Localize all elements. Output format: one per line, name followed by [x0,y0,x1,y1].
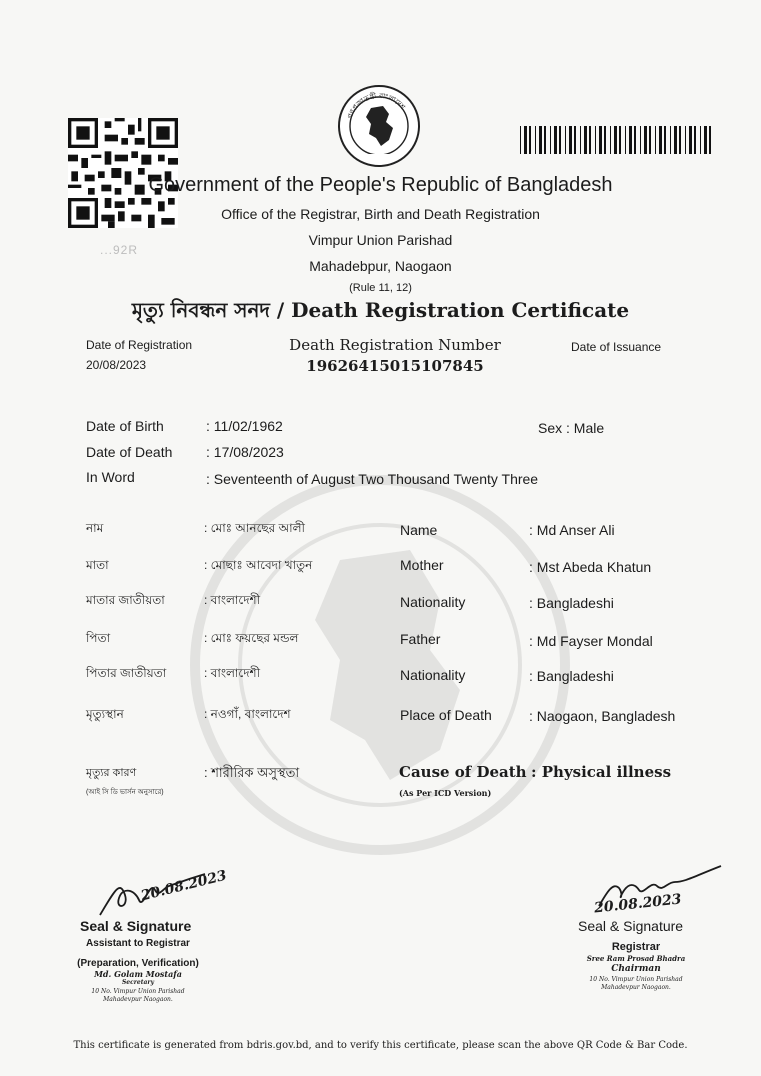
svg-text:গণপ্রজাতন্ত্রী বাংলাদেশ: গণপ্রজাতন্ত্রী বাংলাদেশ [346,91,407,120]
mother-nationality-label: Nationality [400,594,466,610]
cause-value: : Physical illness [531,763,672,781]
registration-date-label: Date of Registration [86,338,193,352]
left-signature-date: 20.08.2023 [139,867,229,905]
place-of-death-bn-label: মৃত্যুস্থান [86,707,124,721]
sex-value: Sex : Male [538,420,605,436]
barcode-bar [584,126,587,154]
barcode-bar [625,126,626,154]
cause-bn-value: : শারীরিক অসুস্থতা [204,765,300,780]
birth-date-label: Date of Birth [86,418,164,434]
barcode-bar [610,126,611,154]
barcode-bar [569,126,572,154]
right-signature-role: Registrar [611,941,661,953]
left-signature-title: Seal & Signature [80,918,192,934]
mother-nationality-value: : Bangladeshi [529,595,614,611]
barcode-bar [619,126,621,154]
barcode-bar [565,126,566,154]
cause-bn-label: মৃত্যুর কারণ [86,767,137,779]
right-seal-name: Sree Ram Prosad Bhadra [586,954,686,963]
cause-bn-sub: (আই সি ডি ভার্সন অনুসারে) [86,789,164,796]
barcode-bar [550,126,551,154]
barcode-bar [589,126,591,154]
mother-bn-value: : মোছাঃ আবেদা খাতুন [204,558,313,572]
government-emblem-logo [337,84,421,168]
name-bn-value: : মোঃ আনছের আলী [204,521,305,535]
father-nationality-bn-value: : বাংলাদেশী [204,666,261,680]
barcode-bar [709,126,711,154]
barcode-bar [554,126,557,154]
place-of-death-value: : Naogaon, Bangladesh [529,708,676,724]
father-value: : Md Fayser Mondal [529,633,653,649]
father-bn-label: পিতা [86,631,111,645]
barcode [520,126,715,154]
barcode-bar [700,126,701,154]
right-signature-title: Seal & Signature [578,918,684,934]
name-label: Name [400,522,438,538]
father-nationality-bn-label: পিতার জাতীয়তা [86,666,167,680]
barcode-bar [559,126,561,154]
right-seal-union: 10 No. Vimpur Union Parishad [589,976,683,983]
barcode-bar [655,126,656,154]
mother-label: Mother [400,557,444,573]
left-signature-role: Assistant to Registrar [86,938,190,949]
barcode-bar [659,126,662,154]
certificate-title: মৃত্যু নিবন্ধন সনদ / Death Registration Certificate [131,298,630,322]
left-signature-sub: (Preparation, Verification) [77,958,199,969]
barcode-bar [694,126,696,154]
mother-nationality-bn-value: : বাংলাদেশী [204,593,261,607]
place-of-death-label: Place of Death [400,707,492,723]
name-value: : Md Anser Ali [529,522,615,538]
registration-number-value: 19626415015107845 [306,357,484,375]
barcode-bar [634,126,636,154]
left-seal-name: Md. Golam Mostafa [94,969,182,979]
right-seal-role: Chairman [611,964,661,974]
issuance-date-label: Date of Issuance [571,340,662,354]
barcode-bar [599,126,602,154]
father-label: Father [400,631,441,647]
mother-value: : Mst Abeda Khatun [529,559,652,575]
barcode-bar [595,126,596,154]
death-date-value: : 17/08/2023 [206,444,284,460]
barcode-bar [614,126,617,154]
barcode-bar [629,126,632,154]
death-date-label: Date of Death [86,444,173,460]
union-name: Vimpur Union Parishad [308,232,453,248]
barcode-bar [574,126,576,154]
barcode-bar [524,126,527,154]
left-seal-area: Mahadevpur Naogaon. [103,996,173,1003]
barcode-bar [580,126,581,154]
in-word-label: In Word [86,469,135,485]
barcode-bar [664,126,666,154]
barcode-bar [529,126,531,154]
office-title: Office of the Registrar, Birth and Death Registration [221,206,540,222]
rule-reference: (Rule 11, 12) [349,282,412,294]
registration-number-label: Death Registration Number [289,336,501,354]
birth-date-value: : 11/02/1962 [206,418,283,434]
right-signature-date: 20.08.2023 [593,891,683,917]
barcode-bar [640,126,641,154]
area-name: Mahadebpur, Naogaon [309,258,452,274]
barcode-bar [685,126,686,154]
father-nationality-label: Nationality [400,667,466,683]
left-seal-role: Secretary [121,979,155,986]
barcode-bar [535,126,536,154]
father-nationality-value: : Bangladeshi [529,668,614,684]
verification-footer: This certificate is generated from bdris.gov.bd, and to verify this certificate, please scan the above QR Code & Bar Code. [73,1040,688,1051]
father-bn-value: : মোঃ ফয়ছের মন্ডল [204,631,299,645]
right-seal-area: Mahadevpur Naogaon. [601,984,671,991]
barcode-bar [520,126,521,154]
qr-code-caption: ...92R [100,243,139,257]
in-word-value: : Seventeenth of August Two Thousand Twenty Three [206,471,539,487]
barcode-bar [670,126,671,154]
barcode-bar [679,126,681,154]
barcode-bar [544,126,546,154]
barcode-bar [644,126,647,154]
left-seal-union: 10 No. Vimpur Union Parishad [91,988,185,995]
registration-date-value: 20/08/2023 [86,358,147,372]
barcode-bar [674,126,677,154]
barcode-bar [539,126,542,154]
mother-nationality-bn-label: মাতার জাতীয়তা [86,593,165,607]
barcode-bar [704,126,707,154]
barcode-bar [689,126,692,154]
government-title: Government of the People's Republic of Bangladesh [148,174,613,196]
cause-label: Cause of Death [399,763,527,781]
place-of-death-bn-value: : নওগাঁ, বাংলাদেশ [204,707,291,721]
mother-bn-label: মাতা [86,558,109,572]
name-bn-label: নাম [86,521,104,535]
barcode-bar [604,126,606,154]
cause-sub-label: (As Per ICD Version) [399,788,492,798]
barcode-bar [649,126,651,154]
